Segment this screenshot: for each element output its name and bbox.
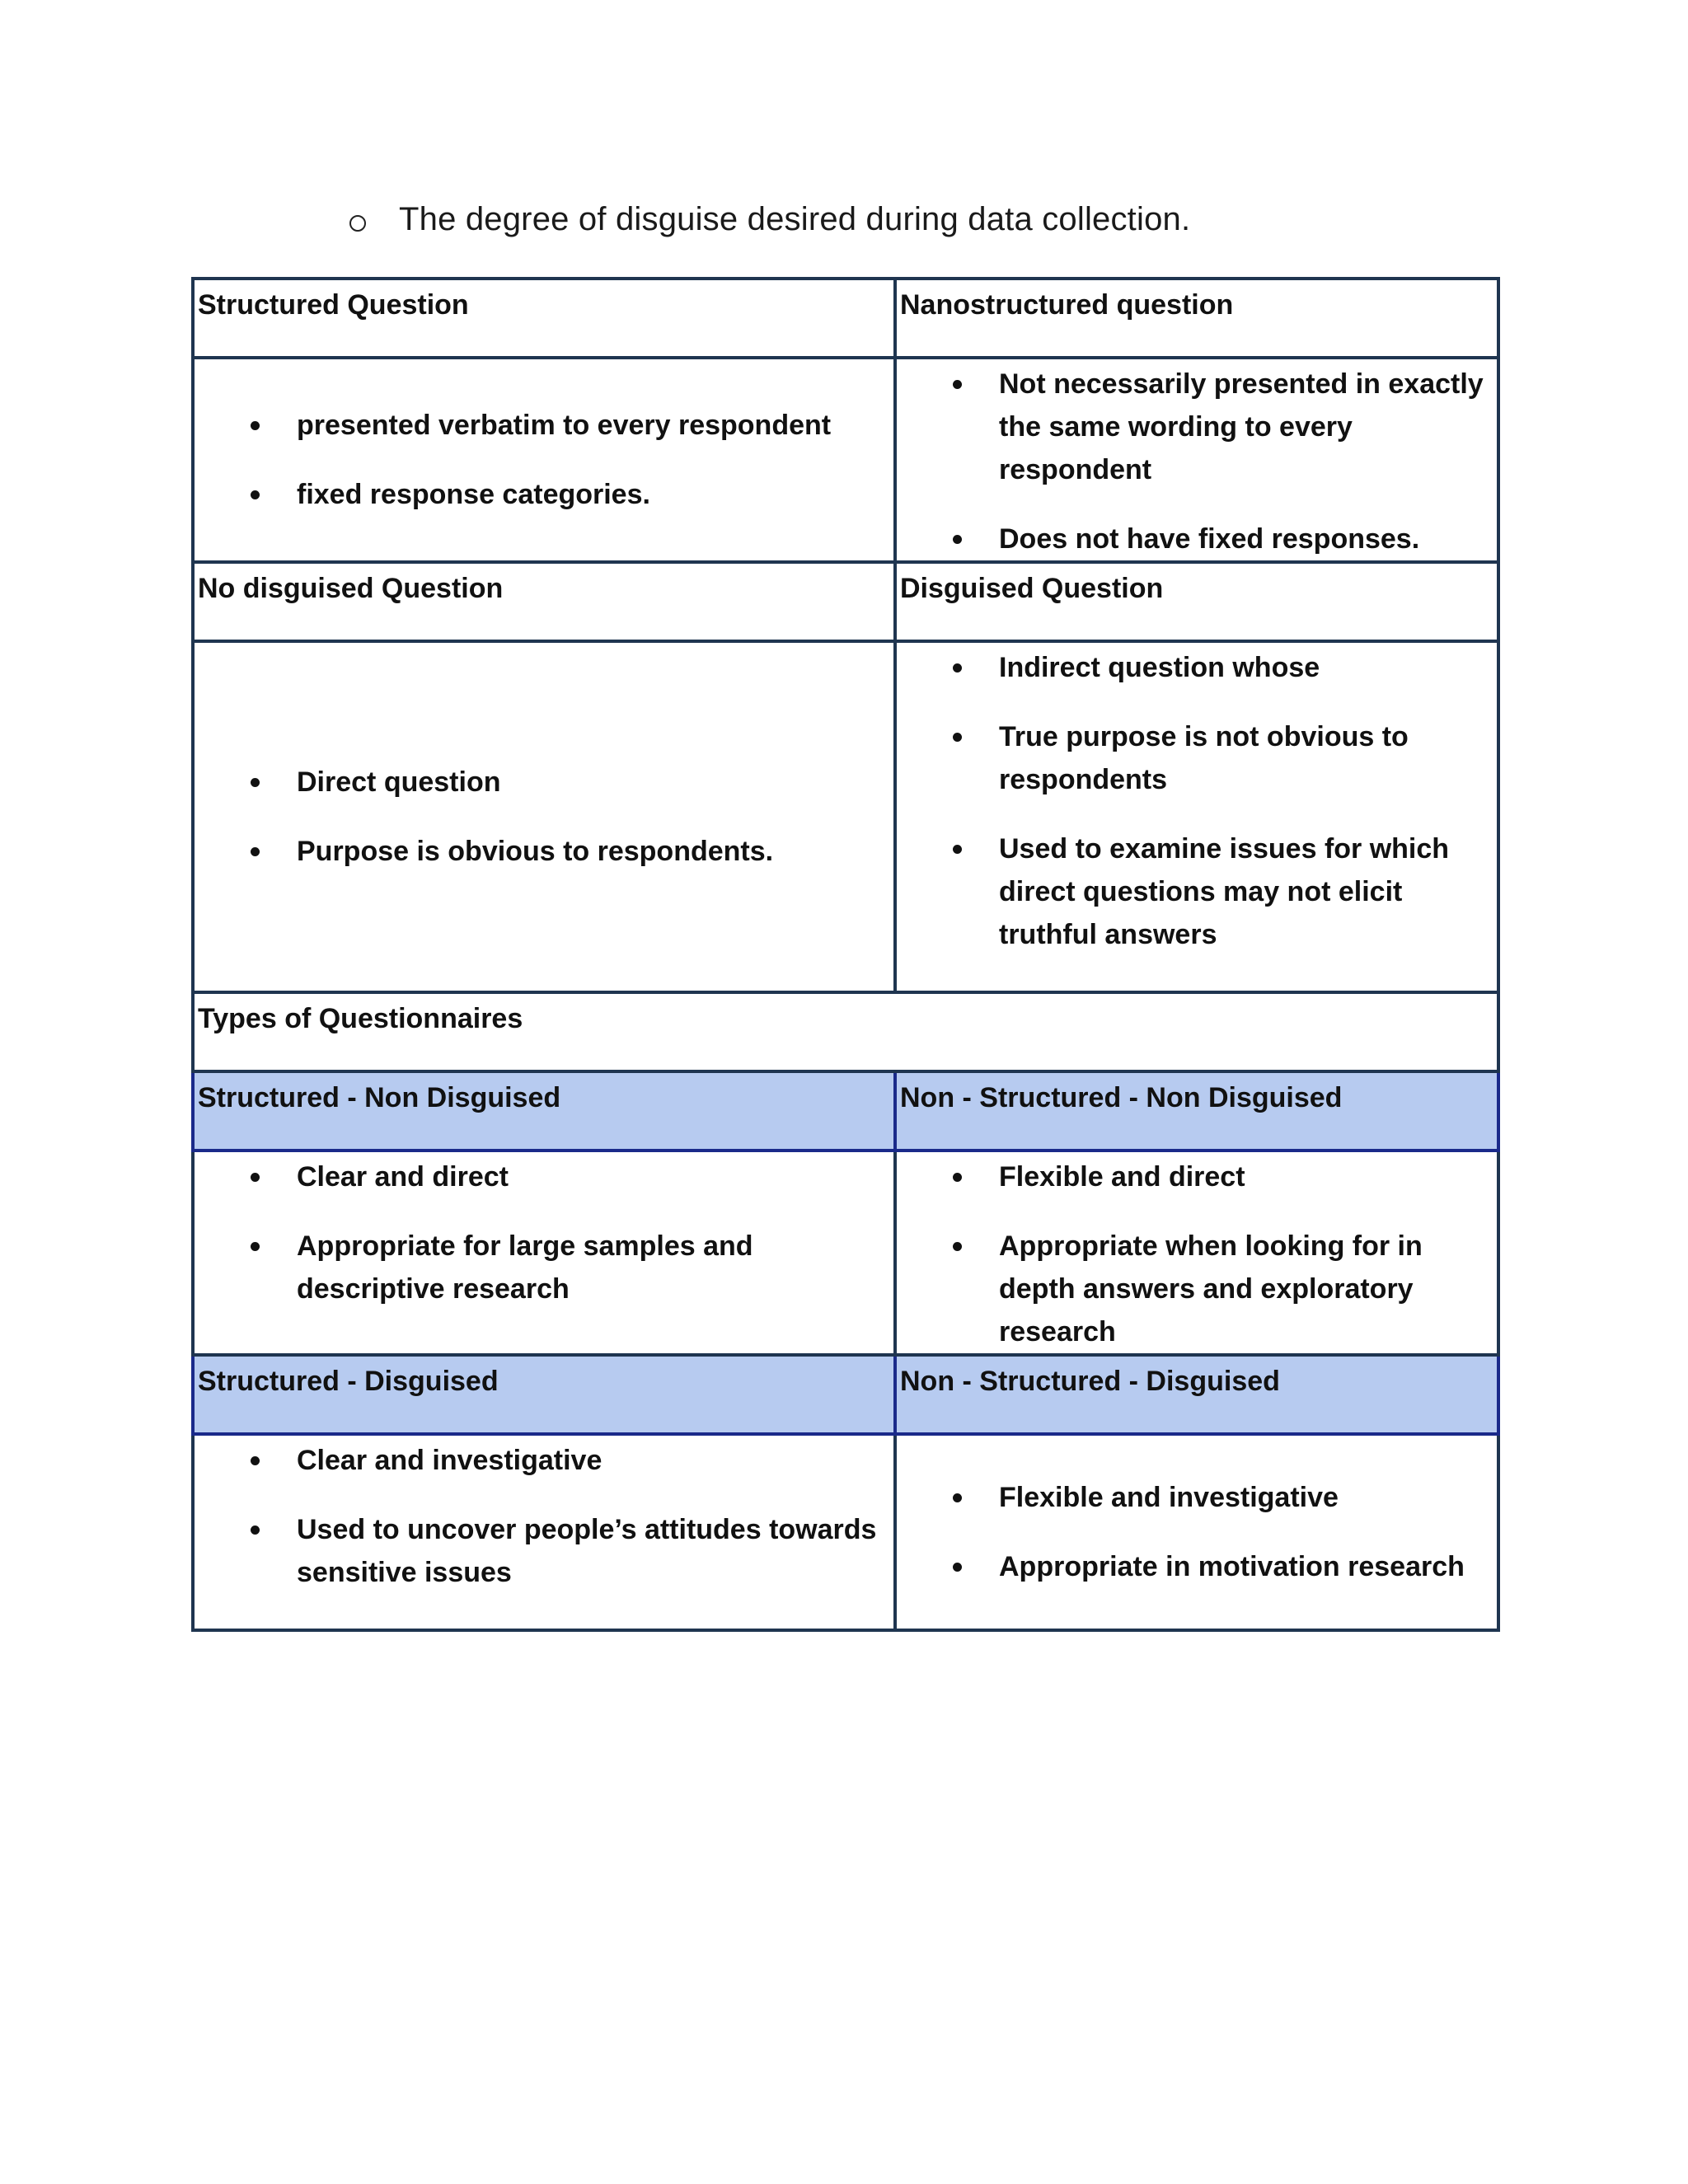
non-structured-non-disguised-header: Non - Structured - Non Disguised [900,1082,1343,1113]
intro-text: The degree of disguise desired during data collection. [399,200,1191,237]
list-item: Flexible and direct [897,1155,1489,1198]
list-item: fixed response categories. [195,473,885,516]
list-item: Indirect question whose [897,646,1489,689]
list-item: Used to examine issues for which direct questions may not elicit truthful answers [897,827,1489,956]
list-item: Does not have fixed responses. [897,518,1489,560]
table-row [193,279,1498,358]
list-item: Direct question [195,761,885,804]
list-item: Used to uncover people’s attitudes towards sensitive issues [195,1508,885,1594]
list-item: True purpose is not obvious to respondents [897,715,1489,801]
nanostructured-question-list [897,363,1497,560]
hollow-circle-bullet-icon [349,215,366,232]
list-item: Appropriate in motivation research [897,1545,1489,1588]
list-item: Not necessarily presented in exactly the same wording to every respondent [897,363,1489,491]
table-cell [193,992,1498,1071]
table-cell [895,1434,1498,1630]
non-structured-disguised-header: Non - Structured - Disguised [900,1366,1280,1397]
structured-disguised-list [195,1439,893,1594]
list-item: Appropriate when looking for in depth answers and exploratory research [897,1225,1489,1353]
non-structured-non-disguised-list [897,1155,1497,1353]
table-row [193,1355,1498,1434]
table-cell [895,279,1498,358]
table-row [193,641,1498,992]
structured-non-disguised-list [195,1155,893,1310]
table-cell [193,358,895,562]
disguised-question-list [897,646,1497,956]
structured-non-disguised-header: Structured - Non Disguised [198,1082,561,1113]
table-cell [895,1355,1498,1434]
nanostructured-question-header: Nanostructured question [900,289,1234,321]
table-cell [895,1151,1498,1355]
table-cell [193,562,895,641]
questionnaire-table [191,277,1500,1632]
list-item: Clear and direct [195,1155,885,1198]
table-row [193,562,1498,641]
table-row [193,1151,1498,1355]
table-cell [193,1071,895,1151]
no-disguised-question-header: No disguised Question [198,573,504,604]
structured-question-list [195,404,893,516]
table-cell [193,279,895,358]
structured-question-header: Structured Question [198,289,469,321]
table-cell [895,562,1498,641]
intro-bullet [349,194,1190,244]
table-row [193,358,1498,562]
no-disguised-question-list [195,761,893,873]
list-item: Purpose is obvious to respondents. [195,830,885,873]
table-cell [895,1071,1498,1151]
table-cell [895,641,1498,992]
table-row [193,992,1498,1071]
list-item: Clear and investigative [195,1439,885,1482]
table-cell [193,1151,895,1355]
table-cell [193,1434,895,1630]
list-item: Appropriate for large samples and descriptive research [195,1225,885,1310]
list-item: presented verbatim to every respondent [195,404,885,447]
disguised-question-header: Disguised Question [900,573,1164,604]
list-item: Flexible and investigative [897,1476,1489,1519]
table-cell [193,641,895,992]
non-structured-disguised-list [897,1476,1497,1588]
table-row [193,1071,1498,1151]
types-of-questionnaires-header: Types of Questionnaires [198,1003,523,1034]
table-row [193,1434,1498,1630]
table-cell [193,1355,895,1434]
structured-disguised-header: Structured - Disguised [198,1366,499,1397]
table-cell [895,358,1498,562]
